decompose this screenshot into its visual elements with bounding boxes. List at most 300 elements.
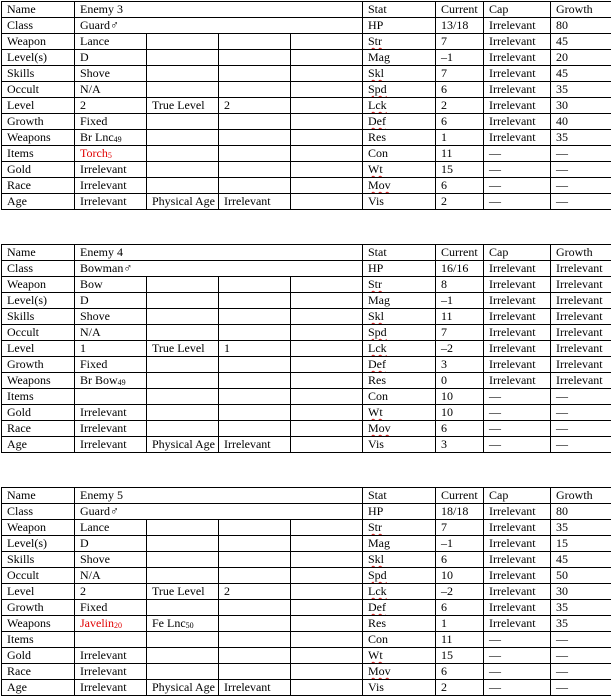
- item-entry: [219, 146, 291, 162]
- weapon-level-value: D: [75, 293, 147, 309]
- entry-name: Br Bow: [80, 373, 118, 387]
- stat-name-text: Str: [368, 520, 383, 534]
- weapon-entry: [75, 130, 147, 146]
- stat-name-text: Mov: [368, 178, 391, 192]
- true-level-value: 2: [219, 584, 291, 600]
- empty-cell: [291, 520, 363, 536]
- stat-name: [363, 309, 436, 325]
- class-value: Bowman♂: [75, 261, 363, 277]
- stat-name: [363, 437, 436, 453]
- stat-name: [363, 536, 436, 552]
- weapon-entry: [291, 130, 363, 146]
- age-value: Irrelevant: [75, 437, 147, 453]
- level-value: 2: [75, 98, 147, 114]
- stat-name-text: Str: [368, 34, 383, 48]
- table-row: [2, 194, 611, 210]
- enemy-name: Enemy 3: [75, 2, 363, 18]
- row-label: Skills: [2, 309, 75, 325]
- empty-cell: [147, 114, 219, 130]
- empty-cell: [291, 82, 363, 98]
- weapon-level-value: D: [75, 50, 147, 66]
- row-label: Level: [2, 98, 75, 114]
- stat-growth: 35: [551, 130, 611, 146]
- weapon-entry: [219, 373, 291, 389]
- stat-growth: 15: [551, 536, 611, 552]
- stat-growth: Irrelevant: [551, 309, 611, 325]
- cap-header: Cap: [484, 245, 551, 261]
- row-label: Level(s): [2, 50, 75, 66]
- item-entry: [75, 389, 147, 405]
- empty-cell: [219, 421, 291, 437]
- item-entry: [75, 146, 147, 162]
- empty-cell: [147, 552, 219, 568]
- row-label: Level: [2, 341, 75, 357]
- stat-cap: —: [484, 648, 551, 664]
- stat-growth: —: [551, 389, 611, 405]
- growth-header: Growth: [551, 488, 611, 504]
- entry-uses: 5: [107, 151, 112, 160]
- empty-cell: [219, 405, 291, 421]
- row-label: Weapons: [2, 130, 75, 146]
- true-level-label: True Level: [147, 98, 219, 114]
- table-row: [2, 309, 611, 325]
- stat-name-text: Res: [368, 616, 386, 630]
- empty-cell: [219, 66, 291, 82]
- row-label: Growth: [2, 357, 75, 373]
- stat-current: 6: [436, 82, 484, 98]
- row-label: Class: [2, 261, 75, 277]
- true-level-value: 2: [219, 98, 291, 114]
- growth-value: Fixed: [75, 357, 147, 373]
- empty-cell: [219, 162, 291, 178]
- stat-cap: Irrelevant: [484, 114, 551, 130]
- row-label: Occult: [2, 325, 75, 341]
- stat-current: 1: [436, 616, 484, 632]
- weapon-entry: [219, 130, 291, 146]
- empty-cell: [147, 309, 219, 325]
- stat-name: [363, 66, 436, 82]
- row-label: Gold: [2, 162, 75, 178]
- row-label: Gold: [2, 648, 75, 664]
- row-label: Weapon: [2, 520, 75, 536]
- entry-uses: 20: [114, 621, 122, 630]
- stat-name: [363, 18, 436, 34]
- empty-cell: [291, 664, 363, 680]
- name-label: Name: [2, 2, 75, 18]
- table-row: [2, 600, 611, 616]
- empty-cell: [291, 98, 363, 114]
- empty-cell: [219, 178, 291, 194]
- empty-cell: [147, 293, 219, 309]
- empty-cell: [219, 277, 291, 293]
- stat-cap: Irrelevant: [484, 293, 551, 309]
- table-row: [2, 341, 611, 357]
- empty-cell: [147, 178, 219, 194]
- occult-value: N/A: [75, 568, 147, 584]
- empty-cell: [291, 648, 363, 664]
- stat-current: –2: [436, 341, 484, 357]
- empty-cell: [147, 405, 219, 421]
- entry-name: Javelin: [80, 616, 114, 630]
- table-row: [2, 437, 611, 453]
- stat-growth: Irrelevant: [551, 341, 611, 357]
- stat-name-text: Con: [368, 632, 389, 646]
- row-label: Weapons: [2, 373, 75, 389]
- stat-current: 7: [436, 34, 484, 50]
- item-entry: [147, 389, 219, 405]
- stat-cap: Irrelevant: [484, 325, 551, 341]
- table-row: [2, 616, 611, 632]
- stat-current: 11: [436, 309, 484, 325]
- table-row: [2, 536, 611, 552]
- stat-current: 13/18: [436, 18, 484, 34]
- growth-header: Growth: [551, 2, 611, 18]
- stat-current: 6: [436, 600, 484, 616]
- row-label: Race: [2, 421, 75, 437]
- stat-current: 3: [436, 437, 484, 453]
- table-row: [2, 405, 611, 421]
- name-label: Name: [2, 488, 75, 504]
- stat-name: [363, 520, 436, 536]
- empty-cell: [219, 50, 291, 66]
- stat-name: [363, 568, 436, 584]
- enemy-table: [1, 487, 611, 696]
- stat-current: 8: [436, 277, 484, 293]
- table-row: [2, 680, 611, 696]
- empty-cell: [219, 552, 291, 568]
- race-value: Irrelevant: [75, 421, 147, 437]
- row-label: Level(s): [2, 536, 75, 552]
- stat-name: [363, 261, 436, 277]
- stat-name-text: HP: [368, 504, 384, 518]
- occult-value: N/A: [75, 325, 147, 341]
- item-entry: [291, 389, 363, 405]
- table-row: [2, 18, 611, 34]
- class-value: Guard♂: [75, 504, 363, 520]
- occult-value: N/A: [75, 82, 147, 98]
- empty-cell: [291, 584, 363, 600]
- stat-name: [363, 405, 436, 421]
- table-row: [2, 277, 611, 293]
- enemy-name: Enemy 4: [75, 245, 363, 261]
- row-label: Race: [2, 178, 75, 194]
- stat-name: [363, 50, 436, 66]
- empty-cell: [291, 437, 363, 453]
- stat-name: [363, 616, 436, 632]
- stat-growth: —: [551, 632, 611, 648]
- stat-cap: —: [484, 632, 551, 648]
- weapon-value: Lance: [75, 34, 147, 50]
- stat-current: –1: [436, 293, 484, 309]
- stat-cap: —: [484, 437, 551, 453]
- stat-current: 1: [436, 130, 484, 146]
- empty-cell: [291, 293, 363, 309]
- stat-cap: Irrelevant: [484, 341, 551, 357]
- table-row: [2, 66, 611, 82]
- stat-growth: 45: [551, 34, 611, 50]
- stat-current: 6: [436, 178, 484, 194]
- stat-current: 3: [436, 357, 484, 373]
- stat-growth: 80: [551, 18, 611, 34]
- row-label: Skills: [2, 552, 75, 568]
- empty-cell: [147, 277, 219, 293]
- gold-value: Irrelevant: [75, 405, 147, 421]
- empty-cell: [147, 82, 219, 98]
- row-label: Race: [2, 664, 75, 680]
- weapon-entry: [75, 373, 147, 389]
- stat-name-text: Str: [368, 277, 383, 291]
- stat-name: [363, 648, 436, 664]
- stat-name-text: Mag: [368, 293, 390, 307]
- stat-current: 18/18: [436, 504, 484, 520]
- stat-growth: —: [551, 664, 611, 680]
- stat-name: [363, 389, 436, 405]
- empty-cell: [291, 66, 363, 82]
- empty-cell: [219, 34, 291, 50]
- stat-growth: —: [551, 405, 611, 421]
- stat-cap: Irrelevant: [484, 536, 551, 552]
- stat-cap: Irrelevant: [484, 373, 551, 389]
- stat-name-text: HP: [368, 261, 384, 275]
- stat-cap: Irrelevant: [484, 552, 551, 568]
- table-row: [2, 50, 611, 66]
- item-entry: [75, 632, 147, 648]
- stat-cap: —: [484, 680, 551, 696]
- row-label: Items: [2, 632, 75, 648]
- growth-value: Fixed: [75, 114, 147, 130]
- empty-cell: [147, 66, 219, 82]
- table-row: [2, 34, 611, 50]
- enemy-name: Enemy 5: [75, 488, 363, 504]
- row-label: Occult: [2, 82, 75, 98]
- empty-cell: [147, 648, 219, 664]
- row-label: Age: [2, 194, 75, 210]
- cap-header: Cap: [484, 2, 551, 18]
- age-value: Irrelevant: [75, 680, 147, 696]
- entry-uses: 50: [185, 621, 194, 630]
- stat-current: 16/16: [436, 261, 484, 277]
- gold-value: Irrelevant: [75, 648, 147, 664]
- empty-cell: [147, 357, 219, 373]
- table-row: [2, 130, 611, 146]
- stat-cap: —: [484, 664, 551, 680]
- empty-cell: [291, 536, 363, 552]
- empty-cell: [219, 664, 291, 680]
- row-label: Gold: [2, 405, 75, 421]
- stat-current: 2: [436, 194, 484, 210]
- empty-cell: [147, 536, 219, 552]
- stat-name: [363, 146, 436, 162]
- stat-growth: 35: [551, 520, 611, 536]
- table-row: [2, 504, 611, 520]
- row-label: Weapon: [2, 277, 75, 293]
- stat-current: –1: [436, 536, 484, 552]
- stat-name: [363, 162, 436, 178]
- physical-age-label: Physical Age: [147, 437, 219, 453]
- empty-cell: [291, 309, 363, 325]
- stat-cap: —: [484, 146, 551, 162]
- stat-current: 15: [436, 648, 484, 664]
- empty-cell: [147, 162, 219, 178]
- current-header: Current: [436, 488, 484, 504]
- stat-cap: Irrelevant: [484, 616, 551, 632]
- skills-value: Shove: [75, 309, 147, 325]
- stat-name: [363, 34, 436, 50]
- weapon-level-value: D: [75, 536, 147, 552]
- table-row: [2, 568, 611, 584]
- stat-current: 7: [436, 520, 484, 536]
- race-value: Irrelevant: [75, 178, 147, 194]
- stat-name-text: Skl: [368, 309, 385, 323]
- empty-cell: [147, 50, 219, 66]
- stat-name-text: Spd: [368, 568, 387, 582]
- stat-header: Stat: [363, 2, 436, 18]
- stat-cap: Irrelevant: [484, 504, 551, 520]
- physical-age-value: Irrelevant: [219, 680, 291, 696]
- stat-name-text: Wt: [368, 405, 383, 419]
- stat-name-text: Res: [368, 130, 386, 144]
- class-value: Guard♂: [75, 18, 363, 34]
- row-label: Age: [2, 680, 75, 696]
- stat-current: 6: [436, 421, 484, 437]
- row-label: Weapon: [2, 34, 75, 50]
- true-level-label: True Level: [147, 584, 219, 600]
- table-row: [2, 261, 611, 277]
- empty-cell: [291, 600, 363, 616]
- stat-current: 2: [436, 680, 484, 696]
- stat-cap: Irrelevant: [484, 520, 551, 536]
- row-label: Class: [2, 504, 75, 520]
- stat-growth: 35: [551, 82, 611, 98]
- stat-current: 6: [436, 552, 484, 568]
- stat-cap: Irrelevant: [484, 34, 551, 50]
- level-value: 1: [75, 341, 147, 357]
- item-entry: [291, 632, 363, 648]
- physical-age-value: Irrelevant: [219, 437, 291, 453]
- stat-cap: Irrelevant: [484, 357, 551, 373]
- stat-name-text: Mag: [368, 50, 390, 64]
- empty-cell: [291, 357, 363, 373]
- table-row: [2, 293, 611, 309]
- stat-growth: —: [551, 162, 611, 178]
- empty-cell: [147, 520, 219, 536]
- empty-cell: [291, 325, 363, 341]
- empty-cell: [291, 114, 363, 130]
- stat-current: –1: [436, 50, 484, 66]
- stat-name-text: Con: [368, 146, 389, 160]
- stat-current: 10: [436, 568, 484, 584]
- enemy-table: [1, 1, 611, 210]
- stat-cap: Irrelevant: [484, 82, 551, 98]
- stat-name-text: Vis: [368, 680, 384, 694]
- stat-name: [363, 680, 436, 696]
- stat-cap: —: [484, 389, 551, 405]
- empty-cell: [291, 405, 363, 421]
- stat-name: [363, 552, 436, 568]
- gold-value: Irrelevant: [75, 162, 147, 178]
- table-row: [2, 357, 611, 373]
- table-row: [2, 584, 611, 600]
- entry-uses: 49: [113, 135, 122, 144]
- stat-growth: 40: [551, 114, 611, 130]
- stat-growth: —: [551, 421, 611, 437]
- stat-growth: 45: [551, 66, 611, 82]
- table-row: [2, 552, 611, 568]
- stat-name: [363, 82, 436, 98]
- entry-name: Torch: [80, 146, 108, 160]
- header-row: [2, 245, 611, 261]
- weapon-entry: [291, 373, 363, 389]
- true-level-label: True Level: [147, 341, 219, 357]
- empty-cell: [219, 114, 291, 130]
- empty-cell: [219, 648, 291, 664]
- stat-name: [363, 632, 436, 648]
- stat-current: –2: [436, 584, 484, 600]
- row-label: Growth: [2, 600, 75, 616]
- row-label: Class: [2, 18, 75, 34]
- stat-header: Stat: [363, 488, 436, 504]
- stat-growth: 50: [551, 568, 611, 584]
- empty-cell: [291, 552, 363, 568]
- stat-name-text: Lck: [368, 98, 387, 112]
- empty-cell: [147, 568, 219, 584]
- stat-name-text: Mag: [368, 536, 390, 550]
- item-entry: [291, 146, 363, 162]
- stat-cap: —: [484, 421, 551, 437]
- empty-cell: [219, 357, 291, 373]
- empty-cell: [291, 277, 363, 293]
- stat-growth: —: [551, 178, 611, 194]
- empty-cell: [291, 568, 363, 584]
- table-row: [2, 373, 611, 389]
- stat-cap: Irrelevant: [484, 584, 551, 600]
- stat-name: [363, 341, 436, 357]
- stat-name-text: Def: [368, 600, 386, 614]
- age-value: Irrelevant: [75, 194, 147, 210]
- empty-cell: [291, 194, 363, 210]
- stat-name-text: Def: [368, 357, 386, 371]
- table-row: [2, 98, 611, 114]
- stat-name-text: Lck: [368, 584, 387, 598]
- stat-name-text: Mov: [368, 664, 391, 678]
- stat-cap: Irrelevant: [484, 130, 551, 146]
- stat-cap: Irrelevant: [484, 600, 551, 616]
- empty-cell: [219, 325, 291, 341]
- stat-current: 11: [436, 146, 484, 162]
- row-label: Growth: [2, 114, 75, 130]
- stat-name-text: Wt: [368, 648, 383, 662]
- stat-name-text: Lck: [368, 341, 387, 355]
- table-row: [2, 520, 611, 536]
- stat-name: [363, 664, 436, 680]
- stat-cap: Irrelevant: [484, 277, 551, 293]
- enemy-table: [1, 244, 611, 453]
- item-entry: [219, 632, 291, 648]
- table-row: [2, 162, 611, 178]
- stat-name-text: Def: [368, 114, 386, 128]
- stat-name-text: Con: [368, 389, 389, 403]
- skills-value: Shove: [75, 66, 147, 82]
- stat-name: [363, 600, 436, 616]
- stat-growth: 35: [551, 600, 611, 616]
- table-row: [2, 664, 611, 680]
- stat-name: [363, 178, 436, 194]
- empty-cell: [147, 421, 219, 437]
- stat-current: 2: [436, 98, 484, 114]
- stat-name: [363, 504, 436, 520]
- row-label: Items: [2, 389, 75, 405]
- stat-current: 10: [436, 405, 484, 421]
